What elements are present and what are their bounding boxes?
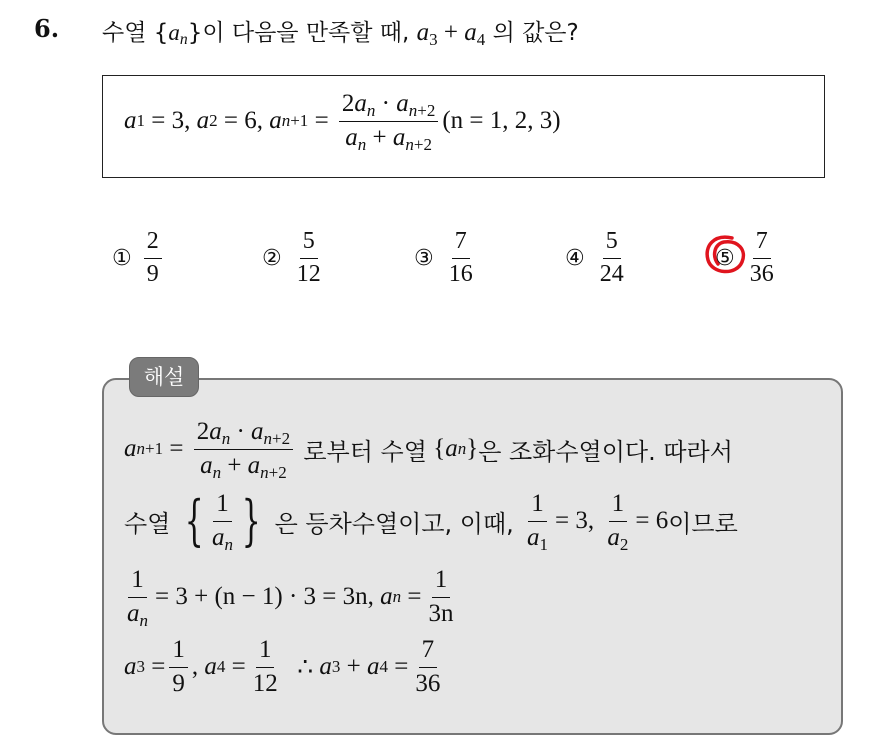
solution-tab: 해설 [129, 357, 199, 397]
therefore-sign: ∴ [297, 654, 314, 682]
solution-line-4: a 3 = $\frac{1}{9}$ , a 4 = $\frac{1}{12}$ ∴ a 3 + a 4 = $\frac{7}{36}$ [124, 636, 447, 699]
frac-den: 12 [252, 669, 278, 697]
question-text [102, 14, 579, 47]
frac-num: 1 [528, 490, 547, 522]
choice-den: 36 [749, 260, 774, 287]
choice-num: 7 [753, 228, 771, 259]
solution-text: 수열 [124, 509, 171, 538]
question-number: 6. [34, 14, 60, 43]
frac-num: 1 [213, 490, 232, 522]
frac-num: 1 [128, 566, 147, 598]
solution-line-2: 수열 { $\frac{1}{a_n}$ } 은 등차수열이고, 이때, $\frac{1}{a_1}$ = 3, $\frac{1}{a_2}$ = 6 이므로 [124, 489, 738, 554]
choice-num: 2 [144, 228, 162, 259]
solution-line-1: a n+1 = $\frac{2a_n \cdot a_{n+2}}{a_n + a_{n+2}}$ 로부터 수열 { a n } 은 조화수열이다. 따라서 [124, 418, 733, 482]
plus-sign: + [366, 123, 393, 151]
question-text-part: 수열 { [102, 20, 169, 46]
plus-sign: + [437, 19, 465, 46]
equation-part: = 6 [635, 507, 669, 535]
a3-sub: 3 [429, 29, 438, 49]
equation-part: = 3, [555, 507, 595, 535]
choice-den: 24 [599, 260, 624, 287]
question-text-part: }이 다음을 만족할 때, [187, 20, 417, 46]
choice-5[interactable] [715, 228, 781, 288]
recurrence-fraction: $\frac{2a_n \cdot a_{n+2}}{a_n + a_{n+2}}$ [339, 90, 438, 153]
a3-symbol: a [416, 19, 430, 46]
choice-marker: ③ [414, 245, 434, 271]
dot-sign: · [375, 90, 397, 117]
frac-num: 1 [169, 636, 188, 668]
equals-sign: = [407, 583, 422, 611]
choice-4[interactable] [565, 228, 631, 288]
frac-den: 3n [428, 599, 454, 627]
equation-part: = 3 + (n − 1) · 3 = 3n, [155, 583, 374, 611]
answer-den: 36 [415, 669, 441, 697]
a2-value: = 6, [223, 107, 263, 135]
condition-equation: a 1 = 3, a 2 = 6, a n+1 = $\frac{2a_n \cdot a_{n+2}}{a_n + a_{n+2}}$ (n = 1, 2, 3) [124, 90, 561, 154]
choice-den: 9 [146, 260, 159, 287]
solution-line-3: $\frac{1}{a_n}$ = 3 + (n − 1) · 3 = 3n, a n = $\frac{1}{3n}$ [124, 566, 460, 629]
equals-sign: = [231, 653, 246, 681]
a1-value: = 3, [151, 107, 191, 135]
choice-marker: ① [112, 245, 132, 271]
choice-den: 16 [448, 260, 473, 287]
choice-num: 5 [603, 228, 621, 259]
choice-num: 7 [452, 228, 470, 259]
choice-marker: ④ [565, 245, 585, 271]
frac-den: 9 [172, 669, 185, 697]
frac-num: 1 [432, 566, 451, 598]
solution-text: 로부터 수열 [303, 437, 427, 466]
choice-1[interactable] [112, 228, 166, 288]
answer-num: 7 [419, 636, 438, 668]
choice-2[interactable] [262, 228, 328, 288]
n-range: (n = 1, 2, 3) [442, 107, 561, 135]
question-text-part: 의 값은? [492, 20, 579, 46]
seq-symbol: a [168, 20, 180, 45]
a4-symbol: a [464, 19, 477, 46]
choice-marker: ⑤ [715, 245, 735, 271]
equals-sign: = [151, 653, 166, 681]
a4-sub: 4 [476, 29, 486, 49]
frac-coef: 2 [341, 90, 355, 117]
choice-num: 5 [300, 228, 318, 259]
solution-text: 이므로 [668, 509, 738, 538]
choice-marker: ② [262, 245, 282, 271]
frac-num: 1 [609, 490, 628, 522]
solution-text: 은 조화수열이다. 따라서 [478, 437, 733, 466]
frac-num: 1 [256, 636, 275, 668]
solution-text: 은 등차수열이고, 이때, [274, 509, 514, 538]
choice-3[interactable] [414, 228, 480, 288]
choice-den: 12 [296, 260, 321, 287]
seq-sub: n [179, 31, 188, 49]
